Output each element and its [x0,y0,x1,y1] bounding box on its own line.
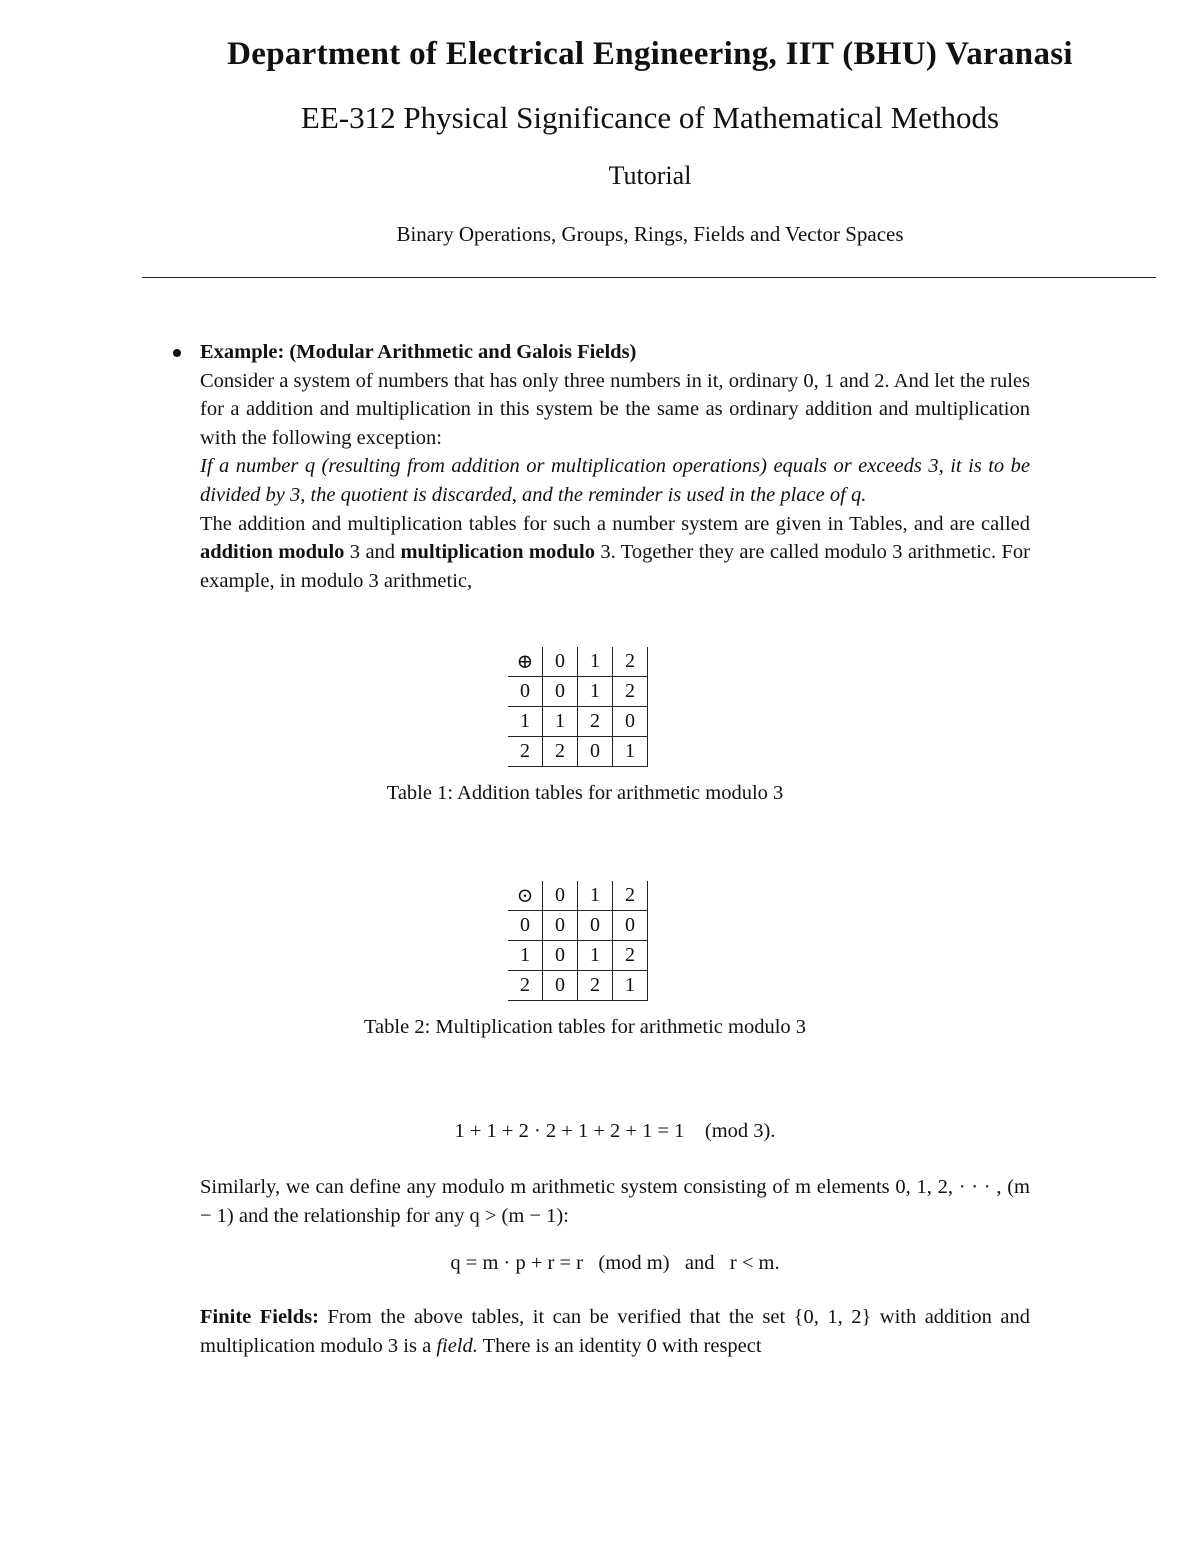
table-row [508,941,648,971]
modulo-relation-equation: q = m · p + r = r (mod m) and r < m. [450,1252,780,1274]
table-cell: 0 [578,737,613,767]
table-cell: 0 [578,911,613,941]
field-term: field. [436,1334,478,1357]
topic-subtitle: Binary Operations, Groups, Rings, Fields and Vector Spaces [396,222,904,246]
row-label: 1 [508,707,543,737]
example-paragraph-1: Consider a system of numbers that has only three numbers in it, ordinary 0, 1 and 2. And let the rules for a addition and multiplication in this system be the same as ordinary addition and multiplication with the following exception: [200,369,1030,449]
table-cell: 1 [543,707,578,737]
similarly-paragraph: Similarly, we can define any modulo m arithmetic system consisting of m elements 0, 1, 2, · · · , (m − 1) and the relationship for any q > (m − 1): [200,1176,1030,1227]
example-heading: Example: (Modular Arithmetic and Galois Fields) [200,341,637,363]
course-title: EE-312 Physical Significance of Mathematical Methods [300,100,1000,135]
row-label: 1 [508,941,543,971]
addition-table [508,647,648,767]
table-cell: 2 [613,941,648,971]
table-row [508,677,648,707]
multiplication-table [508,881,648,1001]
para2-start: The addition and multiplication tables for such a number system are given in Tables, and are called [200,512,1030,535]
addition-modulo-term: addition modulo [200,541,345,564]
example-exception-rule: If a number q (resulting from addition or multiplication operations) equals or exceeds 3, it is to be divided by 3, the quotient is discarded, and the reminder is used in the place of q. [200,455,1030,506]
header-cell: 2 [613,881,648,911]
row-label: 0 [508,911,543,941]
table1-caption: Table 1: Addition tables for arithmetic modulo 3 [386,782,784,804]
table-header-row [508,881,648,911]
table-cell: 1 [613,971,648,1001]
table-header-row [508,647,648,677]
document-type: Tutorial [608,161,692,190]
table-row [508,911,648,941]
example-paragraph-2 [200,510,1030,596]
table-cell: 0 [543,941,578,971]
para2-three: 3 and [344,541,401,564]
table-row [508,737,648,767]
finite-fields-label: Finite Fields: [200,1306,319,1328]
table-cell: 1 [613,737,648,767]
table-cell: 2 [578,971,613,1001]
table-cell: 2 [543,737,578,767]
table-cell: 0 [613,911,648,941]
table-cell: 1 [578,941,613,971]
table-cell: 0 [543,677,578,707]
header-cell: 2 [613,647,648,677]
header-cell: 1 [578,881,613,911]
operator-cell: ⊙ [516,885,534,907]
table-cell: 0 [543,971,578,1001]
table-cell: 0 [613,707,648,737]
table-row [508,971,648,1001]
para2-end: 3. Together they are called modulo 3 arithmetic. For example, in modulo 3 arithmetic, [200,541,1031,592]
table-cell: 1 [578,677,613,707]
row-label: 2 [508,737,543,767]
table2-caption: Table 2: Multiplication tables for arithmetic modulo 3 [363,1016,807,1038]
row-label: 0 [508,677,543,707]
finite-fields-text-start: From the above tables, it can be verified that the set {0, 1, 2} with addition and multiplication modulo 3 is a [200,1306,1030,1357]
horizontal-rule [142,277,1156,278]
modulo-example-equation: 1 + 1 + 2 · 2 + 1 + 2 + 1 = 1 (mod 3). [454,1120,776,1142]
finite-fields-text-end: There is an identity 0 with respect [477,1334,762,1357]
operator-cell: ⊕ [516,651,534,673]
bullet-icon [173,349,181,357]
table-cell: 2 [613,677,648,707]
table-cell: 2 [578,707,613,737]
multiplication-modulo-term: multiplication modulo [400,541,595,564]
table-row [508,707,648,737]
example-section [200,338,1030,595]
department-title: Department of Electrical Engineering, IIT (BHU) Varanasi [227,36,1073,72]
row-label: 2 [508,971,543,1001]
header-cell: 1 [578,647,613,677]
table-cell: 0 [543,911,578,941]
header-cell: 0 [543,881,578,911]
finite-fields-paragraph [200,1303,1030,1360]
header-cell: 0 [543,647,578,677]
